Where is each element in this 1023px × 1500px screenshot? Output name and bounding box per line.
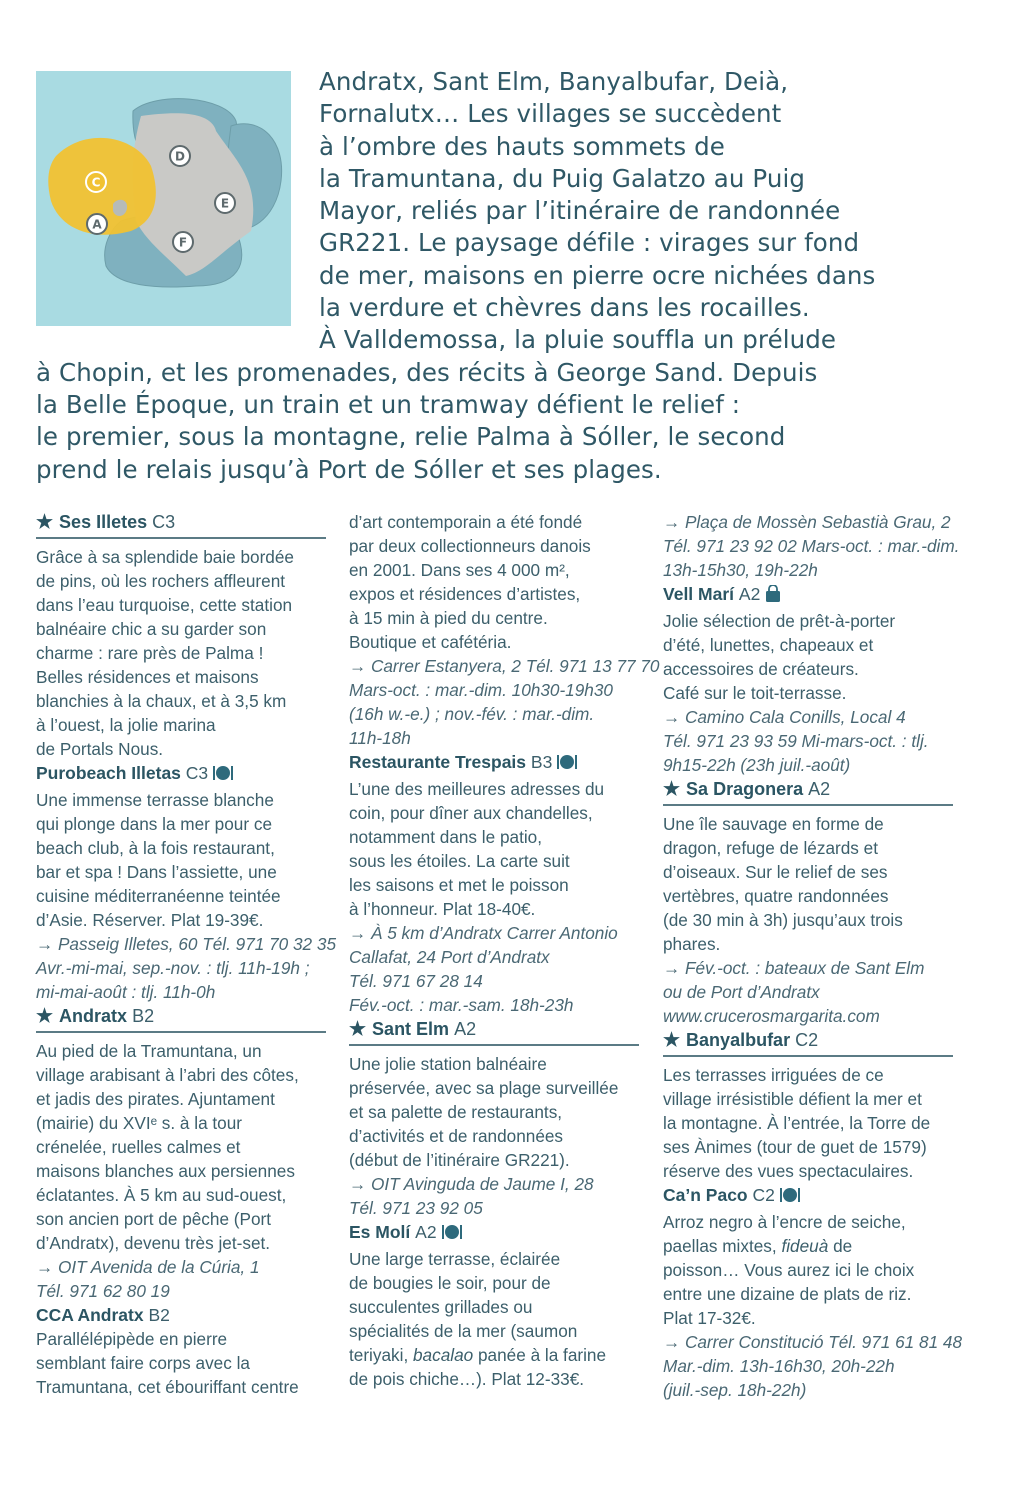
body-line: Une large terrasse, éclairée xyxy=(349,1249,561,1269)
body-line: par deux collectionneurs danois xyxy=(349,536,591,556)
body-line: Une immense terrasse blanche xyxy=(36,790,274,810)
info-line: Tél. 971 23 93 59 Mi-mars-oct. : tlj. xyxy=(663,731,929,751)
column-2 xyxy=(349,510,660,1391)
body-line xyxy=(663,1234,953,1258)
body-line: Grâce à sa splendide baie bordée xyxy=(36,547,294,567)
entry-heading-andratx xyxy=(36,1004,326,1033)
entry-heading-cca-andratx xyxy=(36,1303,326,1327)
info-line: mi-mai-août : tlj. 11h-0h xyxy=(36,982,216,1002)
body-line: Arroz negro à l’encre de seiche, xyxy=(663,1212,906,1232)
column-1 xyxy=(36,510,337,1399)
body-line: entre une dizaine de plats de riz. xyxy=(663,1284,912,1304)
info-line: Tél. 971 62 80 19 xyxy=(36,1281,170,1301)
body-line: de pois chiche…). Plat 12-33€. xyxy=(349,1369,585,1389)
body-line: d’Andratx), devenu très jet-set. xyxy=(36,1233,271,1253)
intro-line: à l’ombre des hauts sommets de xyxy=(319,131,725,161)
body-line: crénelée, ruelles calmes et xyxy=(36,1137,241,1157)
body-line: maisons blanches aux persiennes xyxy=(36,1161,295,1181)
body-text: paellas mixtes, xyxy=(663,1236,782,1256)
body-line: d’art contemporain a été fondé xyxy=(349,512,583,532)
body-text: de xyxy=(828,1236,853,1256)
info-line: Tél. 971 67 28 14 xyxy=(349,971,483,991)
body-line: notamment dans le patio, xyxy=(349,827,542,847)
grid-ref: B3 xyxy=(530,752,553,772)
entry-name: Es Molí xyxy=(349,1222,411,1242)
body-line: spécialités de la mer (saumon xyxy=(349,1321,578,1341)
body-line: la montagne. À l’entrée, la Torre de xyxy=(663,1113,931,1133)
body-line: Belles résidences et maisons xyxy=(36,667,259,687)
info-line: Mar.-dim. 13h-16h30, 20h-22h xyxy=(663,1356,895,1376)
website-link[interactable]: www.crucerosmargarita.com xyxy=(663,1006,880,1026)
intro-paragraph xyxy=(36,66,966,486)
entry-heading-vell-mari xyxy=(663,582,953,609)
body-line: en 2001. Dans ses 4 000 m², xyxy=(349,560,570,580)
body-line: cuisine méditerranéenne teintée xyxy=(36,886,281,906)
grid-ref: A2 xyxy=(415,1222,437,1242)
body-line: semblant faire corps avec la xyxy=(36,1353,250,1373)
body-line: à 15 min à pied du centre. xyxy=(349,608,548,628)
svg-text:E: E xyxy=(220,196,230,211)
entry-name: Vell Marí xyxy=(663,584,735,604)
body-line: phares. xyxy=(663,934,721,954)
intro-line: GR221. Le paysage défile : virages sur fond xyxy=(319,228,860,258)
star-icon: ★ xyxy=(36,512,54,533)
body-line: Tramuntana, cet ébouriffant centre xyxy=(36,1377,299,1397)
intro-line: de mer, maisons en pierre ocre nichées dans xyxy=(319,260,876,290)
restaurant-icon xyxy=(441,1223,463,1247)
star-icon: ★ xyxy=(349,1019,367,1040)
grid-ref: C2 xyxy=(795,1030,819,1050)
info-line: → Carrer Constitució Tél. 971 61 81 48 xyxy=(663,1332,963,1352)
body-line: poisson… Vous aurez ici le choix xyxy=(663,1260,915,1280)
body-line: d’activités et de randonnées xyxy=(349,1126,564,1146)
entry-heading-sant-elm xyxy=(349,1017,639,1046)
body-line: Une île sauvage en forme de xyxy=(663,814,884,834)
entry-name: Ca’n Paco xyxy=(663,1185,748,1205)
body-line xyxy=(349,1343,639,1367)
svg-text:F: F xyxy=(178,235,188,250)
body-line: dragon, refuge de lézards et xyxy=(663,838,878,858)
entry-heading-es-moli xyxy=(349,1220,639,1247)
info-line: Avr.-mi-mai, sep.-nov. : tlj. 11h-19h ; xyxy=(36,958,310,978)
entry-name: Sant Elm xyxy=(372,1019,450,1039)
shopping-bag-icon xyxy=(764,585,782,609)
body-line: éclatantes. À 5 km au sud-ouest, xyxy=(36,1185,287,1205)
body-line: (mairie) du XVIᵉ s. à la tour xyxy=(36,1113,243,1133)
entry-heading-sa-dragonera xyxy=(663,777,953,806)
restaurant-icon xyxy=(556,753,578,777)
entry-name: Andratx xyxy=(59,1006,128,1026)
body-line: les saisons et met le poisson xyxy=(349,875,569,895)
info-line: Fév.-oct. : mar.-sam. 18h-23h xyxy=(349,995,574,1015)
body-line: de bougies le soir, pour de xyxy=(349,1273,551,1293)
grid-ref: C2 xyxy=(752,1185,775,1205)
info-line: Tél. 971 23 92 05 xyxy=(349,1198,483,1218)
info-line: 13h-15h30, 19h-22h xyxy=(663,560,818,580)
info-line: (juil.-sep. 18h-22h) xyxy=(663,1380,807,1400)
info-line: → OIT Avenida de la Cúria, 1 xyxy=(36,1257,260,1277)
star-icon: ★ xyxy=(663,1030,681,1051)
body-line: sous les étoiles. La carte suit xyxy=(349,851,570,871)
intro-line: le premier, sous la montagne, relie Palma à Sóller, le second xyxy=(36,422,786,452)
body-line: Jolie sélection de prêt-à-porter xyxy=(663,611,896,631)
body-line: coin, pour dîner aux chandelles, xyxy=(349,803,593,823)
body-line: Parallélépipède en pierre xyxy=(36,1329,228,1349)
body-line: qui plonge dans la mer pour ce xyxy=(36,814,273,834)
info-line: Callafat, 24 Port d’Andratx xyxy=(349,947,550,967)
body-line: blanchies à la chaux, et à 3,5 km xyxy=(36,691,287,711)
grid-ref: B2 xyxy=(148,1305,170,1325)
intro-line: Andratx, Sant Elm, Banyalbufar, Deià, xyxy=(319,67,789,96)
body-text: teriyaki, xyxy=(349,1345,413,1365)
info-line: → Camino Cala Conills, Local 4 xyxy=(663,707,906,727)
body-line: de Portals Nous. xyxy=(36,739,164,759)
info-line: → Fév.-oct. : bateaux de Sant Elm xyxy=(663,958,925,978)
body-line: ses Ànimes (tour de guet de 1579) xyxy=(663,1137,927,1157)
svg-text:C: C xyxy=(91,175,101,190)
body-line: à l’honneur. Plat 18-40€. xyxy=(349,899,536,919)
body-line: village irrésistible défient la mer et xyxy=(663,1089,922,1109)
entry-heading-purobeach xyxy=(36,761,326,788)
intro-line: la Belle Époque, un train et un tramway défient le relief : xyxy=(36,389,741,419)
body-line: accessoires de créateurs. xyxy=(663,659,859,679)
body-line: Plat 17-32€. xyxy=(663,1308,756,1328)
entry-name: Ses Illetes xyxy=(59,512,148,532)
body-line: L’une des meilleures adresses du xyxy=(349,779,605,799)
star-icon: ★ xyxy=(36,1006,54,1027)
entry-heading-can-paco xyxy=(663,1183,953,1210)
body-line: d’oiseaux. Sur le relief de ses xyxy=(663,862,888,882)
body-line: Café sur le toit-terrasse. xyxy=(663,683,847,703)
body-line: bar et spa ! Dans l’assiette, une xyxy=(36,862,277,882)
intro-line: À Valldemossa, la pluie souffla un prélude xyxy=(319,325,837,355)
grid-ref: B2 xyxy=(132,1006,155,1026)
body-text: panée à la farine xyxy=(473,1345,607,1365)
grid-ref: C3 xyxy=(152,512,176,532)
entry-heading-ses-illetes xyxy=(36,510,326,539)
body-line: village arabisant à l’abri des côtes, xyxy=(36,1065,299,1085)
body-line: d’Asie. Réserver. Plat 19-39€. xyxy=(36,910,264,930)
body-line: de pins, où les rochers affleurent xyxy=(36,571,286,591)
info-line: → Carrer Estanyera, 2 Tél. 971 13 77 70 xyxy=(349,656,660,676)
intro-line: la verdure et chèvres dans les rocailles. xyxy=(319,293,810,323)
info-line: ou de Port d’Andratx xyxy=(663,982,820,1002)
grid-ref: C3 xyxy=(185,763,209,783)
intro-line: Mayor, reliés par l’itinéraire de randonnée xyxy=(319,196,841,226)
body-line: et jadis des pirates. Ajuntament xyxy=(36,1089,275,1109)
body-line: Une jolie station balnéaire xyxy=(349,1054,547,1074)
grid-ref: A2 xyxy=(738,584,761,604)
info-line: Mars-oct. : mar.-dim. 10h30-19h30 xyxy=(349,680,613,700)
body-line: vertèbres, quatre randonnées xyxy=(663,886,889,906)
body-line: Les terrasses irriguées de ce xyxy=(663,1065,884,1085)
body-line: à l’ouest, la jolie marina xyxy=(36,715,216,735)
body-line: son ancien port de pêche (Port xyxy=(36,1209,272,1229)
entry-name: Sa Dragonera xyxy=(686,779,804,799)
grid-ref: A2 xyxy=(808,779,831,799)
restaurant-icon xyxy=(212,764,234,788)
svg-text:A: A xyxy=(92,217,102,232)
info-line: 9h15-22h (23h juil.-août) xyxy=(663,755,851,775)
grid-ref: A2 xyxy=(454,1019,477,1039)
intro-line: la Tramuntana, du Puig Galatzo au Puig xyxy=(319,163,806,193)
info-line: → Passeig Illetes, 60 Tél. 971 70 32 35 xyxy=(36,934,337,954)
star-icon: ★ xyxy=(663,779,681,800)
body-line: charme : rare près de Palma ! xyxy=(36,643,264,663)
intro-line: Fornalutx… Les villages se succèdent xyxy=(319,99,782,129)
info-line: → À 5 km d’Andratx Carrer Antonio xyxy=(349,923,618,943)
restaurant-icon xyxy=(779,1186,801,1210)
body-line: (de 30 min à 3h) jusqu’aux trois xyxy=(663,910,903,930)
body-line: préservée, avec sa plage surveillée xyxy=(349,1078,619,1098)
body-line: Boutique et cafétéria. xyxy=(349,632,512,652)
intro-line: à Chopin, et les promenades, des récits à George Sand. Depuis xyxy=(36,357,818,387)
info-line: Tél. 971 23 92 02 Mars-oct. : mar.-dim. xyxy=(663,536,960,556)
italic-term: fideuà xyxy=(781,1236,829,1256)
entry-name: Purobeach Illetas xyxy=(36,763,181,783)
intro-line: prend le relais jusqu’à Port de Sóller et ses plages. xyxy=(36,454,662,484)
italic-term: bacalao xyxy=(413,1345,474,1365)
info-line: → OIT Avinguda de Jaume I, 28 xyxy=(349,1174,594,1194)
entry-name: Banyalbufar xyxy=(686,1030,791,1050)
body-line: beach club, à la fois restaurant, xyxy=(36,838,275,858)
entry-heading-trespais xyxy=(349,750,639,777)
info-line: 11h-18h xyxy=(349,728,411,748)
info-line: (16h w.-e.) ; nov.-fév. : mar.-dim. xyxy=(349,704,595,724)
entry-heading-banyalbufar xyxy=(663,1028,953,1057)
body-line: (début de l’itinéraire GR221). xyxy=(349,1150,570,1170)
svg-text:D: D xyxy=(175,149,185,164)
body-line: d’été, lunettes, chapeaux et xyxy=(663,635,874,655)
entry-name: CCA Andratx xyxy=(36,1305,144,1325)
body-line: balnéaire chic a su garder son xyxy=(36,619,267,639)
body-line: expos et résidences d’artistes, xyxy=(349,584,581,604)
entry-name: Restaurante Trespais xyxy=(349,752,527,772)
body-line: succulentes grillades ou xyxy=(349,1297,533,1317)
info-line: → Plaça de Mossèn Sebastià Grau, 2 xyxy=(663,512,951,532)
column-3 xyxy=(663,510,963,1402)
body-line: Au pied de la Tramuntana, un xyxy=(36,1041,262,1061)
body-line: et sa palette de restaurants, xyxy=(349,1102,563,1122)
body-line: réserve des vues spectaculaires. xyxy=(663,1161,914,1181)
body-line: dans l’eau turquoise, cette station xyxy=(36,595,293,615)
